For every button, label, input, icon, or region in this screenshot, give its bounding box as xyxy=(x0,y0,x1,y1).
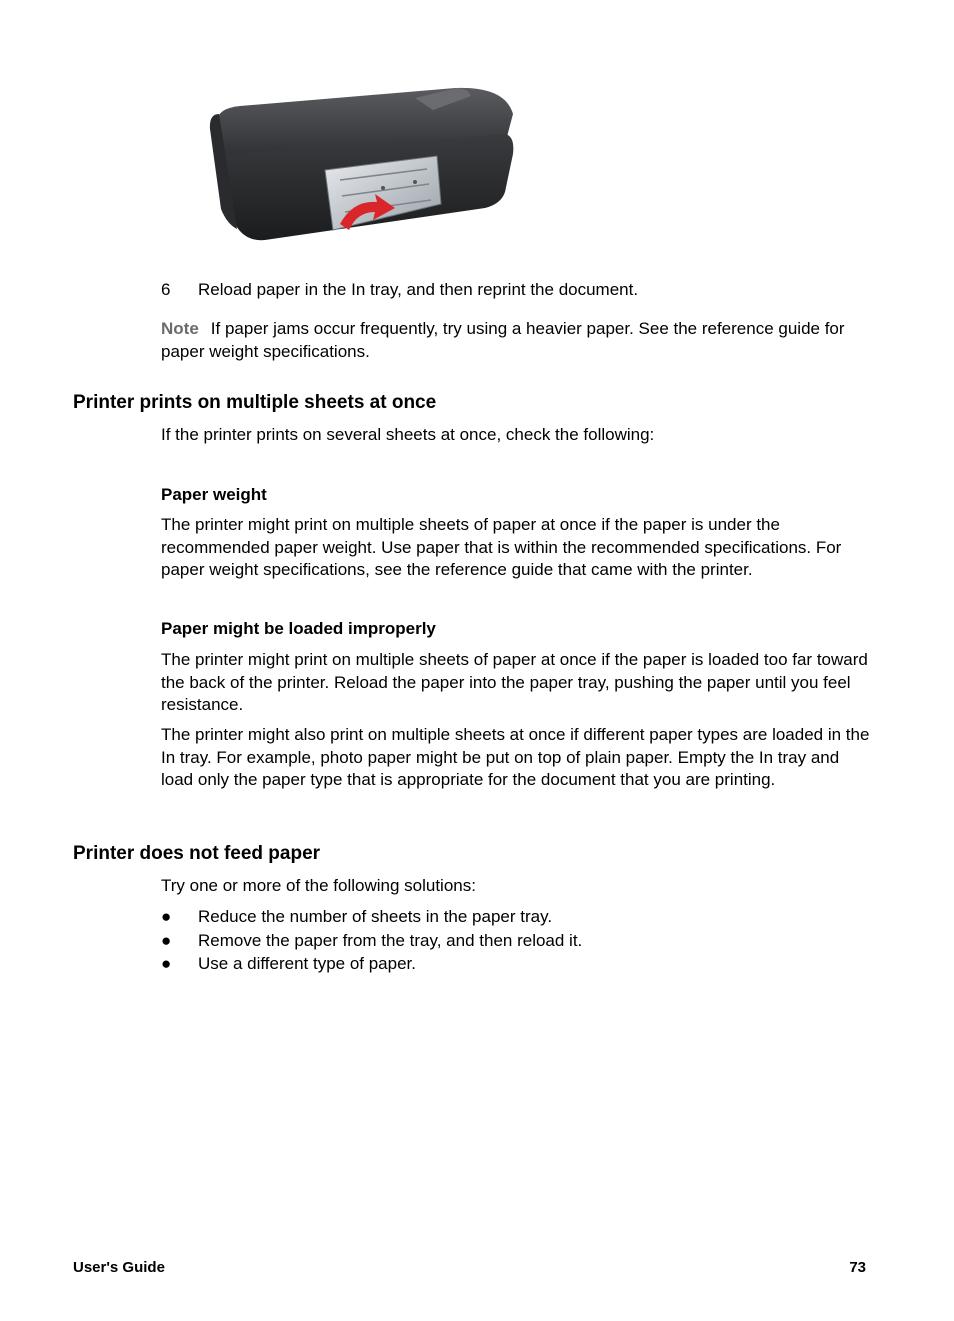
note-text: If paper jams occur frequently, try using a heavier paper. See the reference guide for paper weight specifications. xyxy=(161,319,845,361)
section2-intro: Try one or more of the following solutions: xyxy=(161,876,476,895)
bullet-icon: ● xyxy=(161,954,172,973)
note-label: Note xyxy=(161,319,199,338)
list-item-text: Use a different type of paper. xyxy=(198,954,416,973)
step-6 xyxy=(0,279,954,303)
printer-rear-access-door-illustration xyxy=(205,84,520,244)
paper-weight-text: The printer might print on multiple sheets of paper at once if the paper is under the recommended paper weight. Use paper that is within the recommended specifications. For paper weight specifications, see the reference guide that came with the printer. xyxy=(161,515,842,579)
page-number: 73 xyxy=(849,1259,866,1276)
step-number: 6 xyxy=(161,280,171,299)
list-item-text: Reduce the number of sheets in the paper tray. xyxy=(198,907,553,926)
section-heading-does-not-feed: Printer does not feed paper xyxy=(73,843,321,864)
loaded-improperly-para1: The printer might print on multiple sheets of paper at once if the paper is loaded too far toward the back of the printer. Reload the paper into the paper tray, pushing the paper until you feel resistance. xyxy=(161,650,868,714)
list-item-text: Remove the paper from the tray, and then reload it. xyxy=(198,931,583,950)
bullet-icon: ● xyxy=(161,931,172,950)
bullet-icon: ● xyxy=(161,907,172,926)
footer-title: User's Guide xyxy=(73,1259,165,1276)
subheading-loaded-improperly: Paper might be loaded improperly xyxy=(161,619,436,638)
subheading-paper-weight: Paper weight xyxy=(161,485,267,504)
list-item xyxy=(161,930,881,954)
list-item xyxy=(161,953,881,977)
section1-intro: If the printer prints on several sheets at once, check the following: xyxy=(161,425,655,444)
list-item xyxy=(161,906,881,930)
note-paragraph xyxy=(161,318,881,363)
section-heading-multiple-sheets: Printer prints on multiple sheets at once xyxy=(73,392,437,413)
loaded-improperly-para2: The printer might also print on multiple sheets at once if different paper types are loaded in the In tray. For example, photo paper might be put on top of plain paper. Empty the In tray and load only the paper type that is appropriate for the document that you are printing. xyxy=(161,725,870,789)
step-text: Reload paper in the In tray, and then reprint the document. xyxy=(198,280,639,299)
